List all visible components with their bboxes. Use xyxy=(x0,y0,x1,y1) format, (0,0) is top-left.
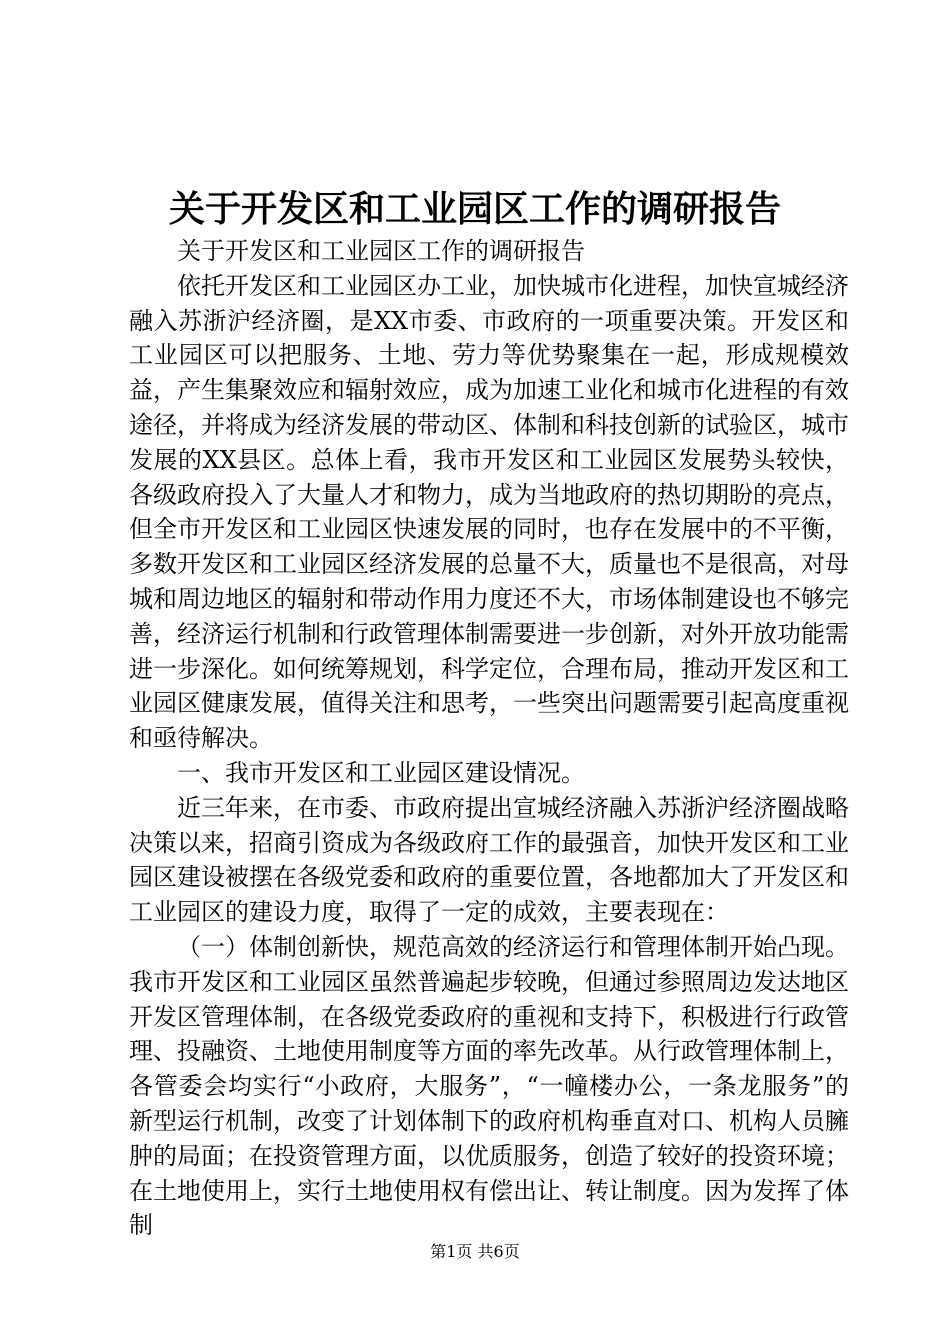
body-paragraph-intro: 依托开发区和工业园区办工业，加快城市化进程，加快宣城经济融入苏浙沪经济圈，是XX市委、市政府的一项重要决策。开发区和工业园区可以把服务、土地、劳力等优势聚集在一起，形成规模效益，产生集聚效应和辐射效应，成为加速工业化和城市化进程的有效途径，并将成为经济发展的带动区、体制和科技创新的试验区，城市发展的XX县区。总体上看，我市开发区和工业园区发展势头较快，各级政府投入了大量人才和物力，成为当地政府的热切期盼的亮点，但全市开发区和工业园区快速发展的同时，也存在发展中的不平衡，多数开发区和工业园区经济发展的总量不大，质量也不是很高，对母城和周边地区的辐射和带动作用力度还不大，市场体制建设也不够完善，经济运行机制和行政管理体制需要进一步创新，对外开放功能需进一步深化。如何统筹规划，科学定位，合理布局，推动开发区和工业园区健康发展，值得关注和思考，一些突出问题需要引起高度重视和亟待解决。 xyxy=(129,271,849,753)
body-paragraph-item-1: （一）体制创新快，规范高效的经济运行和管理体制开始凸现。我市开发区和工业园区虽然普遍起步较晚，但通过参照周边发达地区开发区管理体制，在各级党委政府的重视和支持下，积极进行行政管理、投融资、土地使用制度等方面的率先改革。从行政管理体制上，各管委会均实行“小政府，大服务”，“一幢楼办公，一条龙服务”的新型运行机制，改变了计划体制下的政府机构垂直对口、机构人员臃肿的局面；在投资管理方面，以优质服务，创造了较好的投资环境；在土地使用上，实行土地使用权有偿出让、转让制度。因为发挥了体制 xyxy=(129,932,849,1240)
body-paragraph-overview: 近三年来，在市委、市政府提出宣城经济融入苏浙沪经济圈战略决策以来，招商引资成为各级政府工作的最强音，加快开发区和工业园区建设被摆在各级党委和政府的重要位置，各地都加大了开发区和工业园区的建设力度，取得了一定的成效，主要表现在： xyxy=(129,793,849,927)
document-body xyxy=(129,234,849,1243)
section-heading-1: 一、我市开发区和工业园区建设情况。 xyxy=(177,758,585,787)
document-title: 关于开发区和工业园区工作的调研报告 xyxy=(168,188,781,230)
body-paragraph-subtitle: 关于开发区和工业园区工作的调研报告 xyxy=(177,237,585,265)
page-number-footer: 第1页 共6页 xyxy=(430,1242,520,1261)
